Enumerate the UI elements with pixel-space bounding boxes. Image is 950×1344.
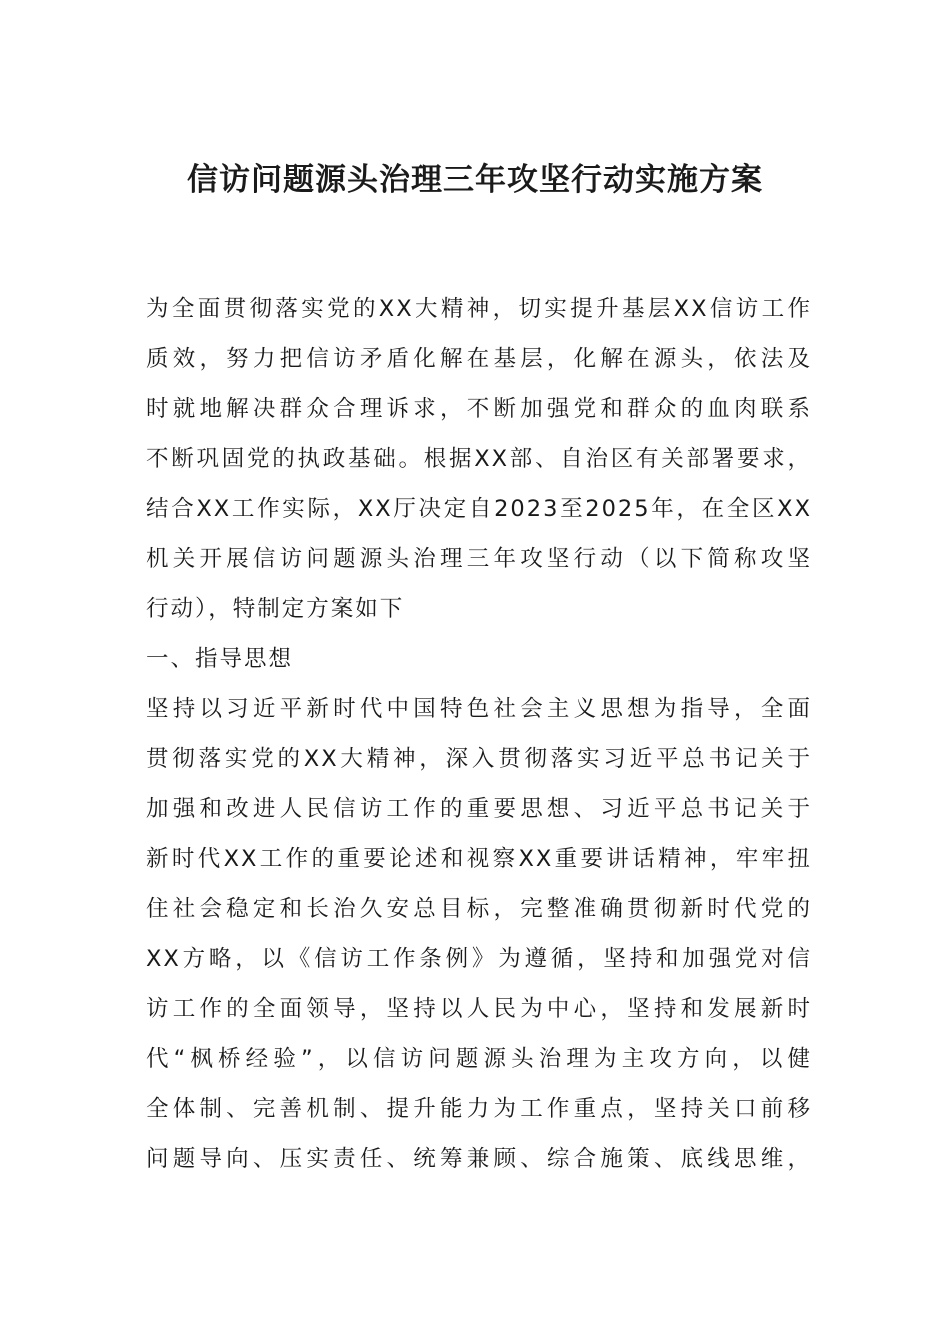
paragraph-line: 加强和改进人民信访工作的重要思想、习近平总书记关于 (146, 796, 812, 822)
paragraph-line: 机关开展信访问题源头治理三年攻坚行动（以下简称攻坚 (146, 546, 812, 572)
paragraph-line: 贯彻落实党的XX大精神，深入贯彻落实习近平总书记关于 (146, 746, 812, 772)
paragraph-line: 新时代XX工作的重要论述和视察XX重要讲话精神，牢牢扭 (146, 846, 812, 872)
paragraph-line: 坚持以习近平新时代中国特色社会主义思想为指导，全面 (146, 696, 812, 722)
paragraph-line: 时就地解决群众合理诉求，不断加强党和群众的血肉联系 (146, 396, 812, 422)
paragraph-line: 全体制、完善机制、提升能力为工作重点，坚持关口前移 (146, 1096, 812, 1122)
document-body (146, 284, 812, 1184)
section-heading: 一、指导思想 (146, 646, 294, 672)
paragraph-line: 住社会稳定和长治久安总目标，完整准确贯彻新时代党的 (146, 896, 812, 922)
paragraph-line: 结合XX工作实际，XX厅决定自2023至2025年，在全区XX (146, 496, 812, 522)
document-title: 信访问题源头治理三年攻坚行动实施方案 (187, 162, 763, 198)
paragraph-line: 行动），特制定方案如下 (146, 596, 405, 622)
paragraph-line: 访工作的全面领导，坚持以人民为中心，坚持和发展新时 (146, 996, 812, 1022)
paragraph-line: 质效，努力把信访矛盾化解在基层，化解在源头，依法及 (146, 346, 812, 372)
paragraph-line: 为全面贯彻落实党的XX大精神，切实提升基层XX信访工作 (146, 296, 812, 322)
paragraph-line: 代“枫桥经验”，以信访问题源头治理为主攻方向，以健 (146, 1046, 812, 1072)
paragraph-line: 问题导向、压实责任、统筹兼顾、综合施策、底线思维， (146, 1146, 812, 1172)
paragraph-line: XX方略，以《信访工作条例》为遵循，坚持和加强党对信 (146, 946, 812, 972)
paragraph-line: 不断巩固党的执政基础。根据XX部、自治区有关部署要求， (146, 446, 812, 472)
